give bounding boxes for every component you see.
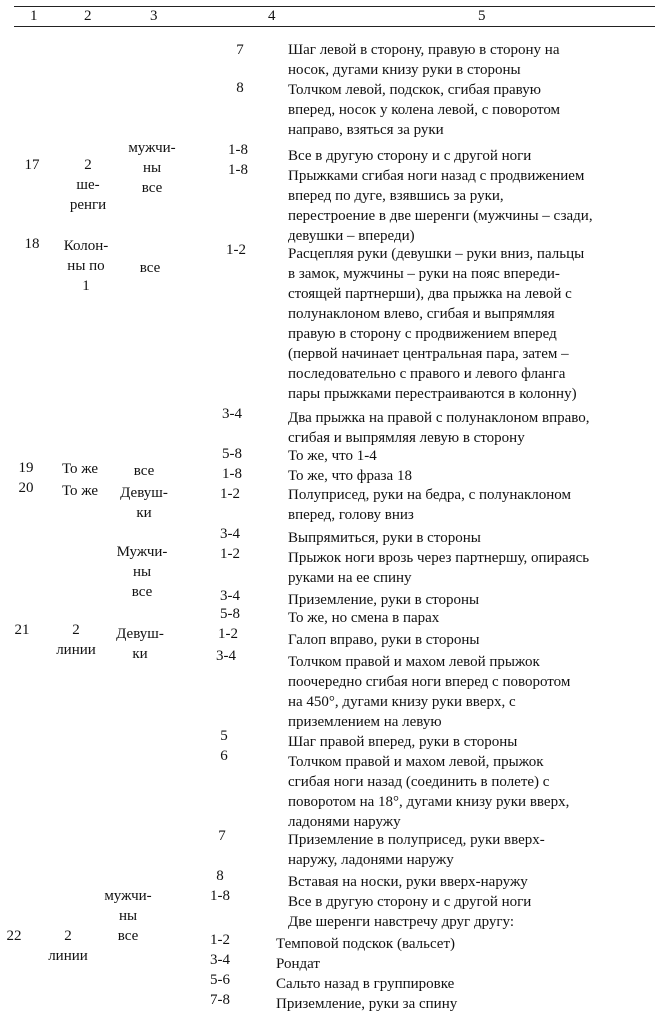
description-cell: Толчком правой и махом левой, прыжок сгибая ноги назад (соединить в полете) с поворотом на 18°, дугами книзу руки вверх, ладонями наружу <box>288 754 570 830</box>
formation-cell: 2 линии <box>56 622 96 658</box>
counts-cell: 1-2 <box>226 242 246 258</box>
phrase-number-cell: 17 <box>24 157 40 173</box>
counts-cell: 7-8 <box>210 992 230 1008</box>
description-cell: То же, что 1-4 <box>288 448 377 464</box>
description-cell: Прыжками сгибая ноги назад с продвижением вперед по дуге, взявшись за руки, перестроение в две шеренги (мужчины – сзади, девушки – впереди) <box>288 168 593 244</box>
column-header-3: 3 <box>150 8 158 24</box>
table-top-rule <box>14 6 655 7</box>
description-cell: Полуприсед, руки на бедра, с полунаклоном вперед, голову вниз <box>288 487 572 523</box>
counts-cell: 3-4 <box>220 588 240 604</box>
phrase-number-cell: 20 <box>18 480 34 496</box>
formation-cell: То же <box>61 461 99 477</box>
performers-cell: все <box>133 463 155 479</box>
counts-cell: 1-2 <box>220 546 240 562</box>
counts-cell: 1-2 <box>210 932 230 948</box>
description-cell: Сальто назад в группировке <box>276 976 455 992</box>
counts-cell: 3-4 <box>210 952 230 968</box>
counts-cell: 1-8 <box>210 888 230 904</box>
description-cell: Два прыжка на правой с полунаклоном вправо, сгибая и выпрямляя левую в сторону <box>288 410 590 446</box>
counts-cell: 5-6 <box>210 972 230 988</box>
counts-cell: 3-4 <box>216 648 236 664</box>
performers-cell: Девуш- ки <box>120 485 168 521</box>
description-cell: Все в другую сторону и с другой ноги <box>288 894 532 910</box>
phrase-number-cell: 18 <box>24 236 40 252</box>
description-cell: Толчком правой и махом левой прыжок поочередно сгибая ноги вперед с поворотом на 450°, дугами книзу руки вверх, с приземлением на левую <box>288 654 571 730</box>
phrase-number-cell: 19 <box>18 460 34 476</box>
phrase-number-cell: 21 <box>14 622 30 638</box>
description-cell: Приземление, руки за спину <box>276 996 458 1012</box>
counts-cell: 1-2 <box>220 486 240 502</box>
counts-cell: 6 <box>220 748 228 764</box>
description-cell: Рондат <box>276 956 320 972</box>
description-cell: Расцепляя руки (девушки – руки вниз, пальцы в замок, мужчины – руки на пояс впереди- стоящей партнерши), два прыжка на левой с полунаклоном влево, сгибая и выпрямляя правую в сторону с продвижением вперед (первой начинает центральная пара, затем – последовательно с правого и левого фланга пары прыжками перестраиваются в колонну) <box>288 246 585 402</box>
description-cell: Темповой подскок (вальсет) <box>276 936 456 952</box>
description-cell: Галоп вправо, руки в стороны <box>288 632 480 648</box>
description-cell: Две шеренги навстречу друг другу: <box>288 914 515 930</box>
column-header-4: 4 <box>268 8 276 24</box>
formation-cell: 2 линии <box>48 928 88 964</box>
description-cell: Прыжок ноги врозь через партнершу, опираясь руками на ее спину <box>288 550 590 586</box>
counts-cell: 5-8 <box>220 606 240 622</box>
column-header-1: 1 <box>30 8 38 24</box>
counts-cell: 1-8 <box>228 162 248 178</box>
counts-cell: 1-8 <box>228 142 248 158</box>
counts-cell: 7 <box>218 828 226 844</box>
formation-cell: Колон- ны по 1 <box>63 238 109 294</box>
phrase-number-cell: 22 <box>6 928 22 944</box>
column-header-2: 2 <box>84 8 92 24</box>
counts-cell: 8 <box>216 868 224 884</box>
formation-cell: То же <box>61 483 99 499</box>
counts-cell: 1-2 <box>218 626 238 642</box>
description-cell: Шаг левой в сторону, правую в сторону на носок, дугами книзу руки в стороны <box>288 42 560 78</box>
counts-cell: 5 <box>220 728 228 744</box>
counts-cell: 3-4 <box>222 406 242 422</box>
formation-cell: 2 ше- ренги <box>69 157 107 213</box>
performers-cell: мужчи- ны все <box>128 140 176 196</box>
description-cell: Толчком левой, подскок, сгибая правую вперед, носок у колена левой, с поворотом направо, взяться за руки <box>288 82 561 138</box>
header-bottom-rule <box>14 26 655 27</box>
description-cell: Шаг правой вперед, руки в стороны <box>288 734 518 750</box>
counts-cell: 3-4 <box>220 526 240 542</box>
counts-cell: 8 <box>236 80 244 96</box>
performers-cell: все <box>139 260 161 276</box>
description-cell: Выпрямиться, руки в стороны <box>288 530 481 546</box>
performers-cell: Мужчи- ны все <box>116 544 168 600</box>
counts-cell: 7 <box>236 42 244 58</box>
description-cell: Приземление, руки в стороны <box>288 592 480 608</box>
description-cell: Приземление в полуприсед, руки вверх- наружу, ладонями наружу <box>288 832 545 868</box>
counts-cell: 5-8 <box>222 446 242 462</box>
description-cell: Все в другую сторону и с другой ноги <box>288 148 532 164</box>
performers-cell: Девуш- ки <box>116 626 164 662</box>
description-cell: То же, что фраза 18 <box>288 468 412 484</box>
description-cell: То же, но смена в парах <box>288 610 440 626</box>
description-cell: Вставая на носки, руки вверх-наружу <box>288 874 528 890</box>
column-header-5: 5 <box>478 8 486 24</box>
counts-cell: 1-8 <box>222 466 242 482</box>
performers-cell: мужчи- ны все <box>104 888 152 944</box>
